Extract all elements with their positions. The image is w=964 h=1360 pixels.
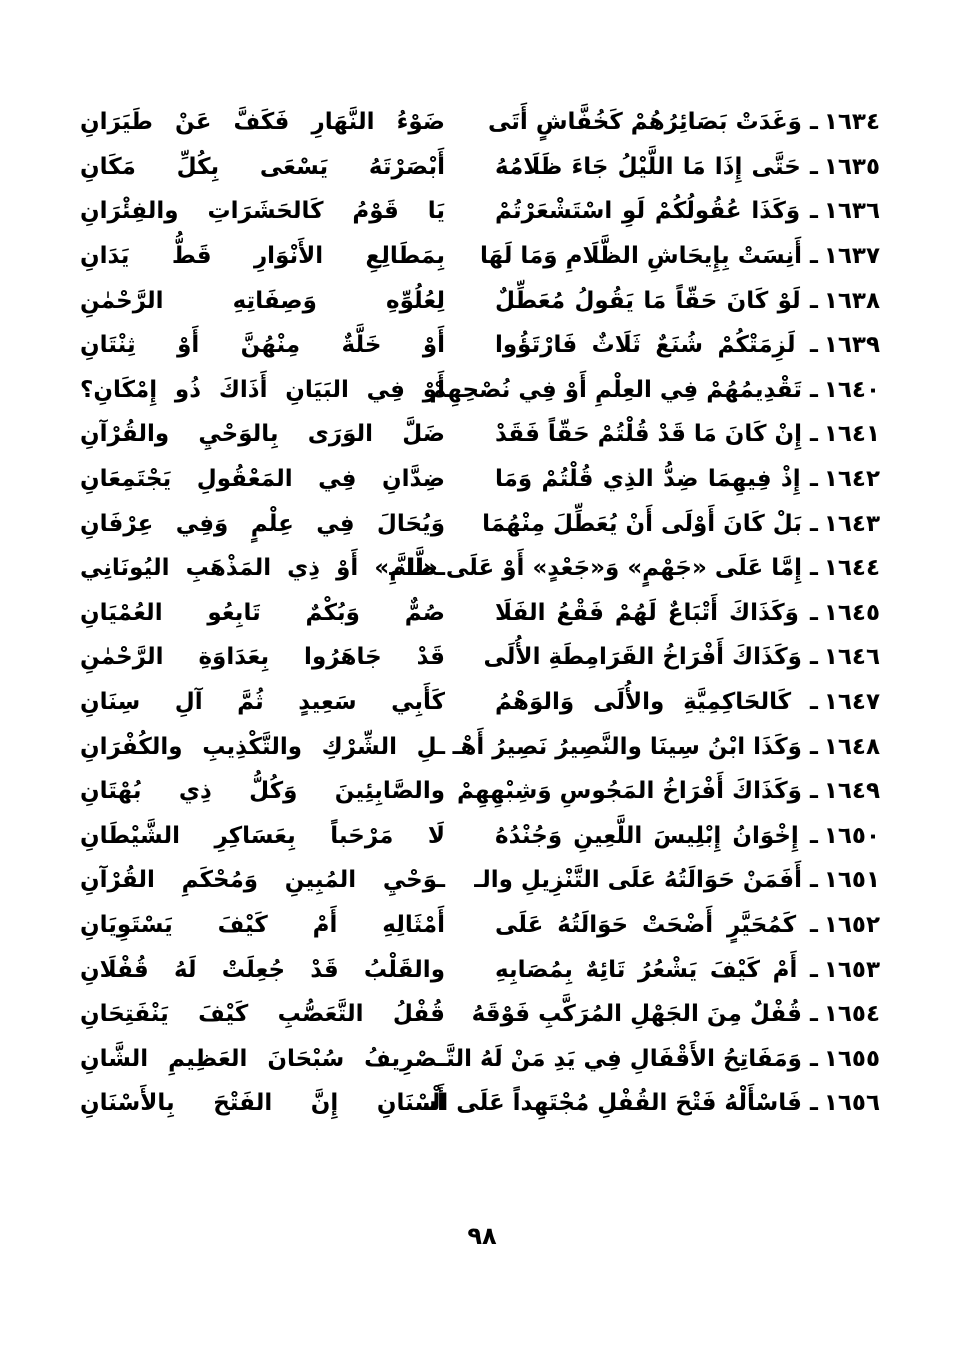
verse-first-hemistich <box>495 591 880 635</box>
verse-number: ١٦٤١ <box>823 421 880 448</box>
verse-first-hemistich <box>488 100 880 144</box>
verse-first-text: ـ حَتَّى إِذَا مَا اللَّيْلُ جَاءَ ظَلَامُهُ <box>495 153 818 180</box>
verse-first-text: ـ بَلْ كَانَ أَوْلَى أَنْ يُعَطِّلَ مِنْهُمَا <box>482 510 818 537</box>
verse-line <box>80 278 880 323</box>
verse-line <box>80 947 880 992</box>
verse-second-hemistich: ضِدَّانِ فِي المَعْقُولِ يَجْتَمِعَانِ <box>80 466 445 493</box>
verse-first-text: ـ وَمَفَاتِحُ الأَقْفَالِ فِي يَدِ مَنْ لَهُ التَّـ <box>438 1045 818 1072</box>
verse-number: ١٦٣٦ <box>823 198 880 225</box>
verse-line <box>80 724 880 769</box>
verse-number: ١٦٤٠ <box>823 376 880 403</box>
verse-number: ١٦٥٤ <box>823 1001 880 1028</box>
verse-number: ١٦٤٣ <box>823 510 880 537</box>
verse-first-text: ـ أَفَمَنْ حَوَالَتُهُ عَلَى التَّنْزِيلِ والـ <box>474 867 818 894</box>
verse-line <box>80 189 880 234</box>
verse-first-text: ـ قُفْلٌ مِنَ الجَهْلِ المُرَكَّبِ فَوْقَهُ <box>471 1001 818 1028</box>
verse-first-hemistich <box>482 502 880 546</box>
verse-first-text: ـ وَغَدَتْ بَصَائِرُهُمْ كَخُفَّاشٍ أَتَى <box>488 109 818 136</box>
verse-line <box>80 412 880 457</box>
verse-first-hemistich <box>495 680 880 724</box>
verse-second-hemistich: والصَّابِئِينَ وَكُلُّ ذِي بُهْتَانِ <box>80 778 445 805</box>
verse-second-hemistich: والقَلْبُ قَدْ جُعِلَتْ لَهُ قُفْلَانِ <box>80 956 445 983</box>
verse-first-hemistich <box>495 948 880 992</box>
verse-first-hemistich <box>423 1081 880 1125</box>
verse-number: ١٦٤٦ <box>823 644 880 671</box>
verse-second-hemistich: قُفْلُ التَّعَصُّبِ كَيْفَ يَنْفَتِحَانِ <box>80 1001 445 1028</box>
verse-second-hemistich: بِمَطَالِعِ الأَنْوَارِ قَطُّ يَدَانِ <box>80 243 445 270</box>
verse-second-hemistich: أَمْثَالِهِ أَمْ كَيْفَ يَسْتَوِيَانِ <box>80 911 445 938</box>
verse-first-hemistich <box>438 1037 880 1081</box>
verse-first-text: ـ لَوْ كَانَ حَقّاً مَا يَقُولُ مُعَطِّلٌ <box>495 287 818 314</box>
page-number: ٩٨ <box>467 1222 497 1250</box>
verse-first-text: ـ إِخْوَانُ إِبْلِيسَ اللَّعِينِ وَجُنْدُهُ <box>495 822 818 849</box>
verse-first-hemistich <box>456 769 880 813</box>
verse-number: ١٦٤٢ <box>823 466 880 493</box>
verse-number: ١٦٥٥ <box>823 1045 880 1072</box>
verse-second-hemistich: أَسْنَانِ إِنَّ الفَتْحَ بِالأَسْنَانِ <box>80 1090 445 1117</box>
verse-number: ١٦٤٨ <box>823 733 880 760</box>
verse-first-hemistich <box>495 323 880 367</box>
verse-first-hemistich <box>495 189 880 233</box>
verse-line <box>80 858 880 903</box>
verse-line <box>80 680 880 725</box>
verse-second-hemistich: قَدْ جَاهَرُوا بِعَدَاوَةِ الرَّحْمٰنِ <box>80 644 445 671</box>
verse-first-text: ـ إِمَّا عَلَى «جَهْمٍ» وَ«جَعْدٍ» أَوْ عَلَى «النَّـ <box>389 555 818 582</box>
verse-line <box>80 234 880 279</box>
verse-second-hemistich: أَبْصَرْتَهُ يَسْعَى بِكُلِّ مَكَانِ <box>80 153 445 180</box>
verse-second-hemistich: لِعُلُوِّهِ وَصِفَاتِهِ الرَّحْمٰنِ <box>80 287 445 314</box>
verse-line <box>80 635 880 680</box>
verse-first-hemistich <box>495 279 880 323</box>
verse-first-text: ـ وَكَذَاكَ أَفْرَاخُ القَرَامِطَةِ الأُلَى <box>483 644 818 671</box>
verse-first-hemistich <box>429 368 880 412</box>
verse-line <box>80 1081 880 1126</box>
verse-number: ١٦٣٨ <box>823 287 880 314</box>
verse-line <box>80 323 880 368</box>
verse-second-hemistich: ـلِ الشِّرْكِ والتَّكْذِيبِ والكُفْرَانِ <box>80 733 445 760</box>
verse-line <box>80 992 880 1037</box>
verse-number: ١٦٣٧ <box>823 243 880 270</box>
verse-line <box>80 145 880 190</box>
verse-second-hemistich: وَيُحَالَ فِي عِلْمٍ وَفِي عِرْفَانِ <box>80 510 445 537</box>
verse-line <box>80 546 880 591</box>
verse-number: ١٦٥٦ <box>823 1090 880 1117</box>
verse-second-hemistich: صُمٌّ وَبُكْمٌ تَابِعُو العُمْيَانِ <box>80 599 445 626</box>
verse-line <box>80 100 880 145</box>
verse-first-hemistich <box>474 858 880 902</box>
verse-line <box>80 591 880 636</box>
verse-first-text: ـ لَزِمَتْكُمْ شُنَعٌ ثَلَاثٌ فَارْتَؤُوا <box>495 332 818 359</box>
poem-body <box>80 100 880 1126</box>
verse-first-text: ـ وَكَذَاكَ أَفْرَاخُ المَجُوسِ وَشِبْهِهِمْ <box>456 778 818 805</box>
verse-first-hemistich <box>495 412 880 456</box>
verse-first-text: ـ أَمْ كَيْفَ يَشْعُرُ تَائِهٌ بِمُصَابِهِ <box>495 956 818 983</box>
verse-line <box>80 1036 880 1081</box>
verse-first-hemistich <box>495 903 880 947</box>
verse-first-hemistich <box>389 546 880 590</box>
verse-first-text: ـ فَاسْأَلْهُ فَتْحَ القُفْلِ مُجْتَهِداً عَلَى الْـ <box>423 1090 818 1117</box>
verse-number: ١٦٥٢ <box>823 911 880 938</box>
verse-second-hemistich: لَا مَرْحَباً بِعَسَاكِرِ الشَّيْطَانِ <box>80 822 445 849</box>
verse-second-hemistich: أَوْ فِي البَيَانِ أَذَاكَ ذُو إِمْكَانِ؟ <box>80 376 445 403</box>
verse-number: ١٦٤٥ <box>823 599 880 626</box>
verse-line <box>80 501 880 546</box>
verse-number: ١٦٥٠ <box>823 822 880 849</box>
verse-number: ١٦٥١ <box>823 867 880 894</box>
verse-first-text: ـ إِذْ فِيهِمَا ضِدُّ الذِي قُلْتُمْ وَمَا <box>495 466 818 493</box>
verse-number: ١٦٤٧ <box>823 689 880 716</box>
verse-first-text: ـ تَقْدِيمُهُمْ فِي العِلْمِ أَوْ فِي نُصْحِهِمْ <box>429 376 818 403</box>
verse-line <box>80 457 880 502</box>
verse-first-text: ـ إِنْ كَانَ مَا قَدْ قُلْتُمْ حَقّاً فَقَدْ <box>495 421 818 448</box>
verse-number: ١٦٣٥ <box>823 153 880 180</box>
verse-number: ١٦٣٤ <box>823 109 880 136</box>
verse-second-hemistich: أَوْ خَلَّةٌ مِنْهُنَّ أَوْ ثِنْتَانِ <box>80 332 445 359</box>
verse-number: ١٦٤٤ <box>823 555 880 582</box>
verse-first-hemistich <box>495 814 880 858</box>
verse-first-hemistich <box>483 635 880 679</box>
verse-second-hemistich: ـوَحْيِ المُبِينِ وَمُحْكَمِ القُرْآنِ <box>80 867 445 894</box>
verse-first-hemistich <box>471 992 880 1036</box>
verse-number: ١٦٣٩ <box>823 332 880 359</box>
verse-second-hemistich: ـصْرِيفُ سُبْحَانَ العَظِيمِ الشَّانِ <box>80 1045 445 1072</box>
verse-first-hemistich <box>452 725 880 769</box>
verse-first-text: ـ وَكَذَا ابْنُ سِينَا والنَّصِيرُ نَصِيرُ أَهْـ <box>452 733 818 760</box>
verse-second-hemistich: يَا قَوْمُ كَالحَشَرَاتِ والفِئْرَانِ <box>80 198 445 225</box>
verse-second-hemistich: ضَوْءُ النَّهَارِ فَكَفَّ عَنْ طَيَرَانِ <box>80 109 445 136</box>
verse-first-hemistich <box>495 457 880 501</box>
verse-first-text: ـ كَمُحَيَّرٍ أَضْحَتْ حَوَالَتُهُ عَلَى <box>495 911 818 938</box>
verse-first-text: ـ وَكَذَاكَ أَتْبَاعٌ لَهُمْ فَقْعُ الفَلَا <box>495 599 818 626</box>
verse-number: ١٦٤٩ <box>823 778 880 805</box>
verse-line <box>80 903 880 948</box>
verse-second-hemistich: ـظَّامِ» أَوْ ذِي المَذْهَبِ اليُونَانِي <box>80 555 445 582</box>
verse-second-hemistich: ضَلَّ الوَرَى بِالوَحْيِ والقُرْآنِ <box>80 421 445 448</box>
verse-first-hemistich <box>479 234 880 278</box>
verse-first-hemistich <box>495 145 880 189</box>
verse-first-text: ـ وَكَذَا عُقُولُكُمْ لَوِ اسْتَشْعَرْتُمْ <box>495 198 818 225</box>
verse-line <box>80 769 880 814</box>
verse-line <box>80 814 880 859</box>
verse-first-text: ـ كَالحَاكِمِيَّةِ والأُلَى وَالوَهْمُ <box>495 689 818 716</box>
verse-first-text: ـ أَنِسَتْ بِإِيحَاشِ الظَّلَامِ وَمَا لَهَا <box>479 243 818 270</box>
verse-line <box>80 368 880 413</box>
verse-number: ١٦٥٣ <box>823 956 880 983</box>
verse-second-hemistich: كَأَبِي سَعِيدٍ ثُمَّ آلِ سِنَانِ <box>80 689 445 716</box>
